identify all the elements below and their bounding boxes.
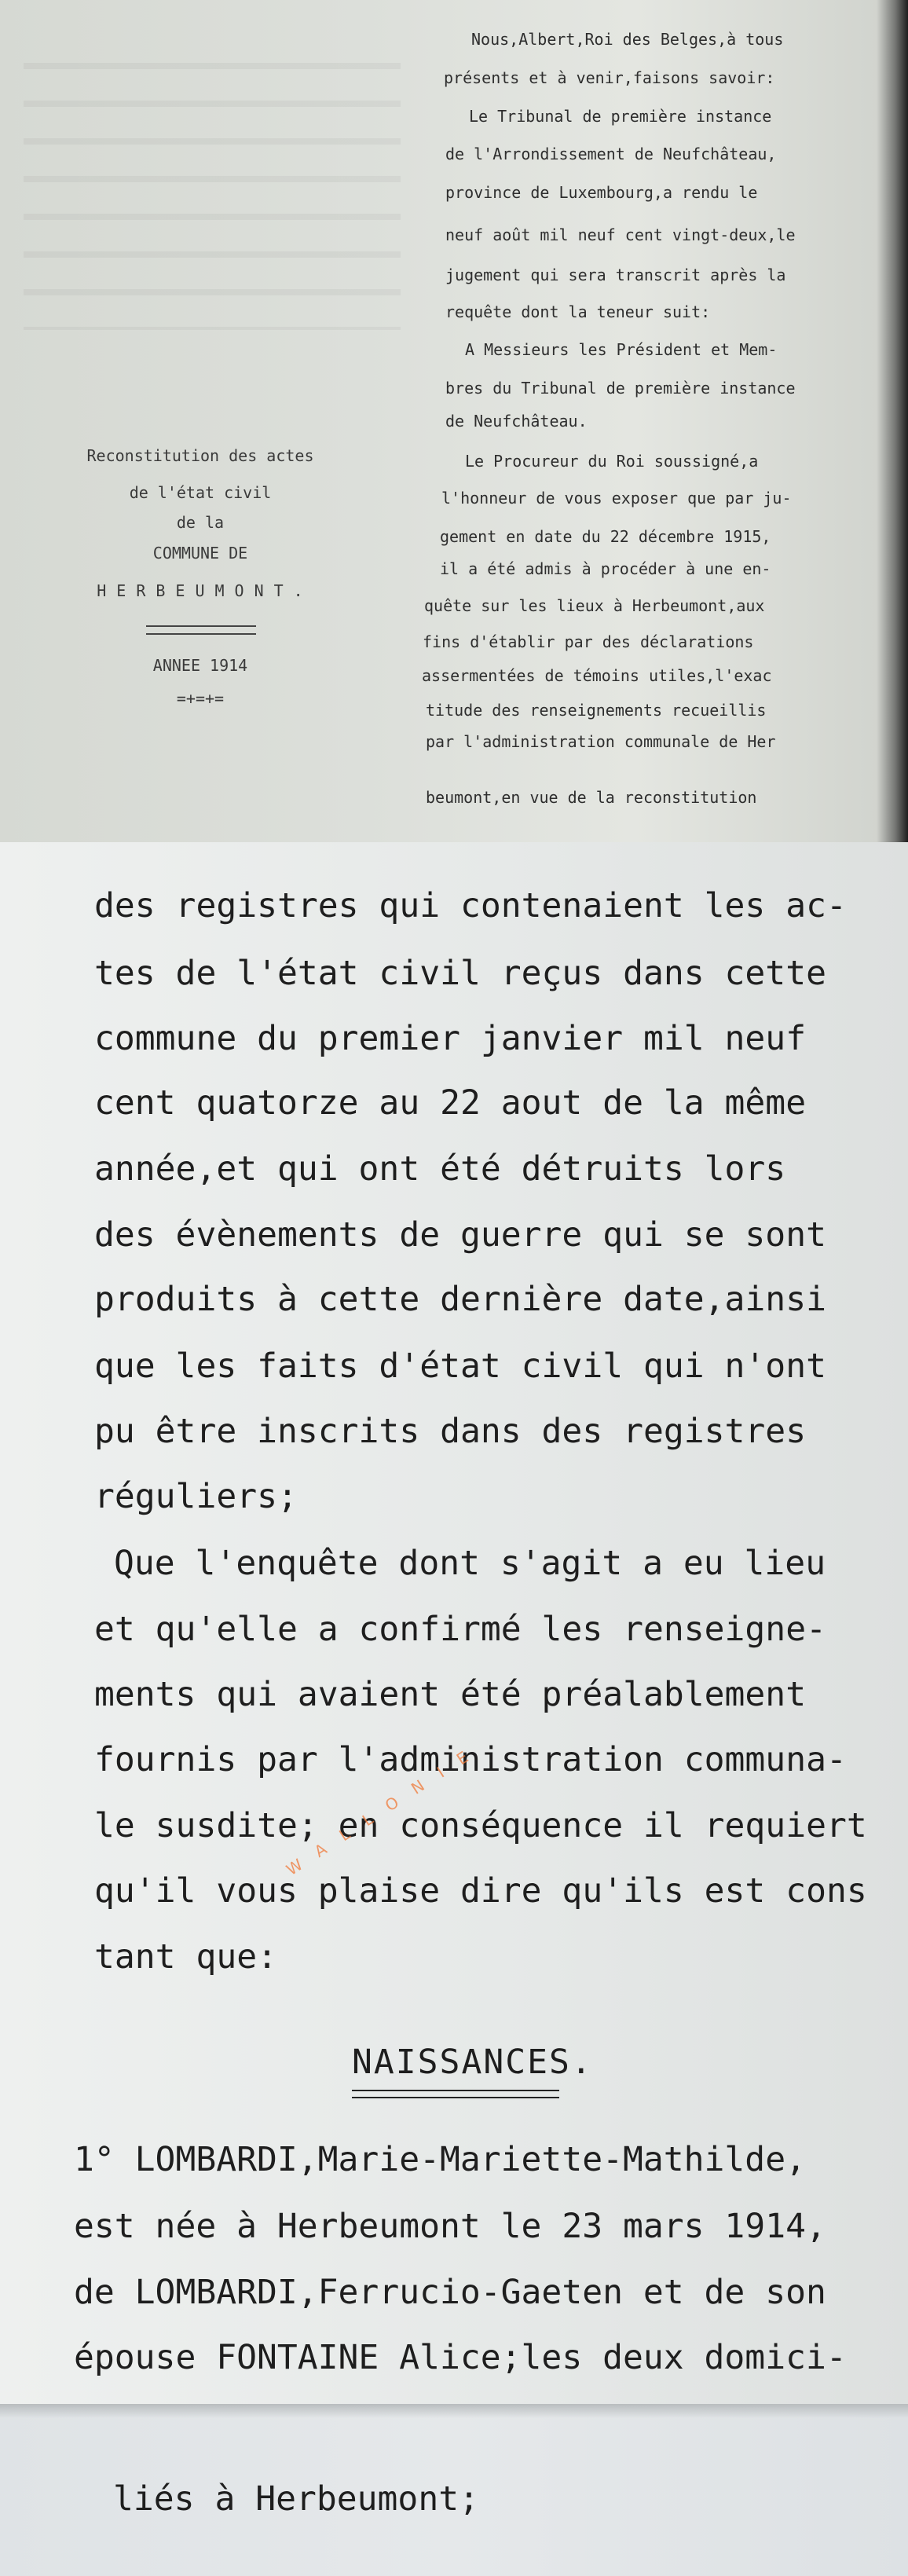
body-line: et qu'elle a confirmé les renseigne- — [94, 1610, 826, 1649]
register-line: de Neufchâteau. — [445, 412, 588, 431]
body-line: cent quatorze au 22 aout de la même — [94, 1083, 807, 1123]
body-line: réguliers; — [94, 1477, 298, 1516]
margin-double-rule — [146, 625, 256, 635]
body-line: tant que: — [94, 1937, 277, 1977]
entry-line: est née à Herbeumont le 23 mars 1914, — [74, 2207, 826, 2246]
register-line: Le Tribunal de première instance — [469, 107, 772, 126]
typewritten-page — [0, 842, 908, 2404]
margin-commune-name: HERBEUMONT. — [97, 581, 313, 600]
body-line: des registres qui contenaient les ac- — [94, 886, 847, 925]
margin-decoration: =+=+= — [176, 689, 225, 708]
register-line: beumont,en vue de la reconstitution — [426, 788, 757, 807]
body-line: Que l'enquête dont s'agit a eu lieu — [114, 1544, 826, 1583]
register-line: gement en date du 22 décembre 1915, — [440, 527, 771, 546]
register-page-scan — [0, 0, 908, 842]
register-line: requête dont la teneur suit: — [445, 302, 711, 321]
entry-line: de LOMBARDI,Ferrucio-Gaeten et de son — [74, 2273, 826, 2312]
body-line: tes de l'état civil reçus dans cette — [94, 954, 826, 993]
body-line: ments qui avaient été préalablement — [94, 1675, 807, 1714]
page-fragment — [0, 2404, 908, 2576]
register-line: province de Luxembourg,a rendu le — [445, 183, 758, 202]
entry-line: épouse FONTAINE Alice;les deux domici- — [74, 2338, 847, 2377]
body-line: qu'il vous plaise dire qu'ils est cons — [94, 1871, 867, 1911]
margin-title-line-4: COMMUNE DE — [152, 544, 248, 562]
register-line: bres du Tribunal de première instance — [445, 379, 796, 398]
bleed-through-text — [24, 31, 401, 330]
margin-title-line-1: Reconstitution des actes — [86, 446, 314, 465]
margin-title-line-2: de l'état civil — [129, 483, 272, 502]
register-line: titude des renseignements recueillis — [426, 701, 767, 720]
body-line: que les faits d'état civil qui n'ont — [94, 1347, 826, 1386]
body-line: pu être inscrits dans des registres — [94, 1412, 807, 1451]
page-binding-shadow — [877, 0, 908, 842]
register-line: neuf août mil neuf cent vingt-deux,le — [445, 225, 796, 244]
register-line: l'honneur de vous exposer que par ju- — [441, 489, 792, 508]
heading-double-rule — [352, 2090, 559, 2098]
margin-year: ANNEE 1914 — [152, 656, 248, 675]
register-line: il a été admis à procéder à une en- — [440, 559, 771, 578]
register-line: assermentées de témoins utiles,l'exac — [422, 666, 772, 685]
fragment-line: liés à Herbeumont; — [113, 2479, 479, 2519]
register-line: par l'administration communale de Her — [426, 732, 776, 751]
body-line: fournis par l'administration communa- — [94, 1740, 847, 1779]
register-line: quête sur les lieux à Herbeumont,aux — [424, 596, 765, 615]
body-line: commune du premier janvier mil neuf — [94, 1019, 807, 1058]
body-line: des évènements de guerre qui se sont — [94, 1215, 826, 1255]
body-line: le susdite; en conséquence il requiert — [94, 1806, 867, 1845]
watermark-stamp: WALLONIE — [283, 1737, 488, 1880]
section-heading: NAISSANCES. — [352, 2043, 593, 2082]
entry-line: 1° LOMBARDI,Marie-Mariette-Mathilde, — [74, 2140, 806, 2179]
body-line: produits à cette dernière date,ainsi — [94, 1280, 826, 1319]
register-line: Le Procureur du Roi soussigné,a — [465, 452, 759, 471]
register-line: jugement qui sera transcrit après la — [445, 266, 786, 284]
register-line: de l'Arrondissement de Neufchâteau, — [445, 145, 777, 163]
register-line: Nous,Albert,Roi des Belges,à tous — [471, 30, 784, 49]
body-line: année,et qui ont été détruits lors — [94, 1149, 786, 1189]
register-line: présents et à venir,faisons savoir: — [444, 68, 775, 87]
register-line: A Messieurs les Président et Mem- — [465, 340, 778, 359]
register-line: fins d'établir par des déclarations — [423, 632, 754, 651]
margin-title-line-3: de la — [176, 513, 225, 532]
page-edge-shadow — [0, 2404, 908, 2418]
